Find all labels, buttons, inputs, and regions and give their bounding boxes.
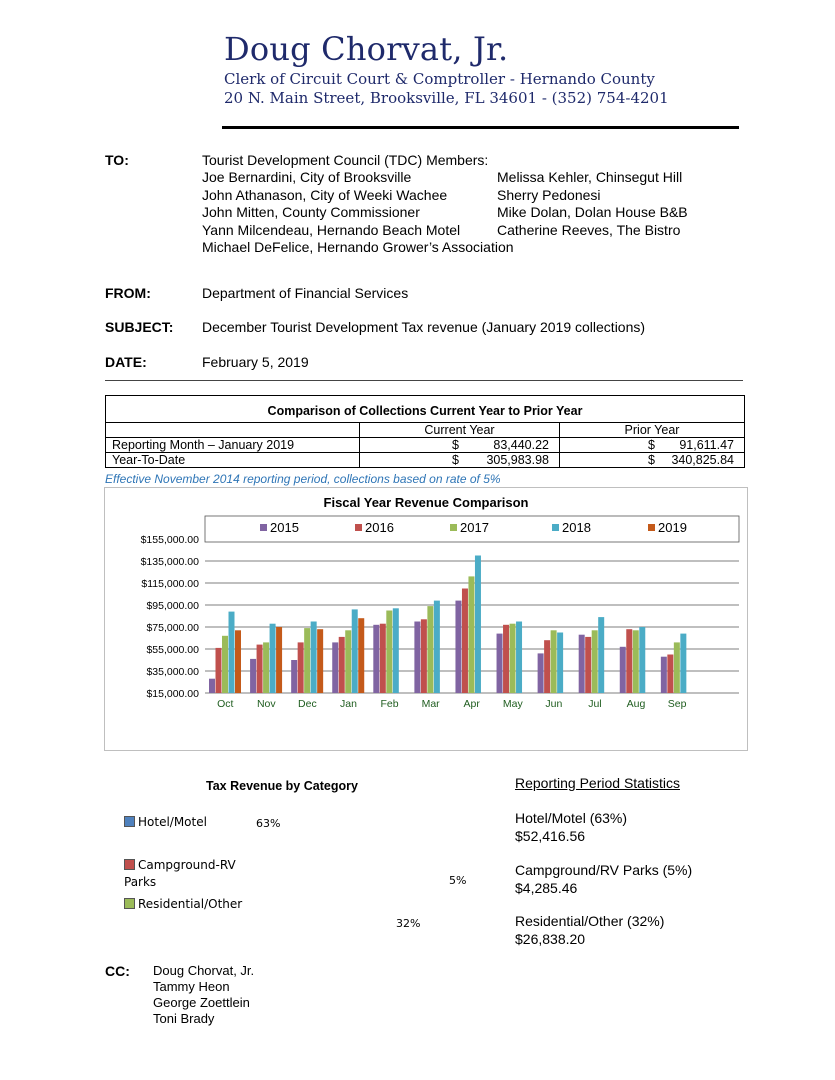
- bar-2016-aug: [626, 629, 632, 693]
- bar-2017-mar: [427, 606, 433, 693]
- bar-2019-oct: [235, 630, 241, 693]
- bar-2016-may: [503, 625, 509, 693]
- y-tick-label: $75,000.00: [146, 622, 199, 634]
- prior-value: 340,825.84: [671, 453, 734, 467]
- bar-2018-jan: [352, 609, 358, 693]
- bar-2015-feb: [373, 625, 379, 693]
- col-current-header: Current Year: [360, 423, 560, 438]
- legend-swatch-2016: [355, 524, 362, 531]
- bar-2015-jul: [579, 635, 585, 693]
- fiscal-year-chart-box: [104, 487, 748, 751]
- cc-name: Tammy Heon: [153, 979, 230, 994]
- bar-2016-sep: [667, 655, 673, 694]
- y-tick-label: $55,000.00: [146, 644, 199, 656]
- x-tick-label: Dec: [298, 698, 317, 710]
- member: John Mitten, County Commissioner: [202, 204, 420, 220]
- member: Yann Milcendeau, Hernando Beach Motel: [202, 221, 461, 238]
- x-tick-label: Apr: [463, 698, 480, 710]
- stats-heading: Reporting Period Statistics: [515, 775, 680, 791]
- bar-2018-nov: [270, 624, 276, 693]
- stat-value: $4,285.46: [515, 879, 578, 896]
- col-prior-header: Prior Year: [560, 423, 745, 438]
- y-tick-label: $15,000.00: [146, 688, 199, 700]
- bar-2016-jun: [544, 640, 550, 693]
- legend-label: Campground-RV Parks: [124, 858, 236, 889]
- bar-2018-oct: [229, 612, 235, 693]
- member: John Athanason, City of Weeki Wachee: [202, 186, 448, 203]
- x-tick-label: Jun: [545, 698, 563, 710]
- y-tick-label: $115,000.00: [141, 578, 199, 590]
- member: Sherry Pedonesi: [497, 186, 601, 203]
- to-label: TO:: [105, 152, 129, 168]
- current-cell: [360, 438, 560, 453]
- y-tick-label: $95,000.00: [146, 600, 199, 612]
- bar-2015-may: [497, 634, 503, 693]
- x-tick-label: Nov: [256, 698, 276, 710]
- stat-label: Residential/Other (32%): [515, 913, 665, 929]
- legend-swatch-2017: [450, 524, 457, 531]
- legend-swatch-2015: [260, 524, 267, 531]
- pie-data-label: 63%: [256, 817, 281, 830]
- legend-label-2019: 2019: [658, 520, 687, 535]
- bar-2018-jun: [557, 633, 563, 694]
- bar-2017-jul: [592, 630, 598, 693]
- legend-label: Hotel/Motel: [138, 815, 207, 829]
- bar-2017-dec: [304, 628, 310, 693]
- bar-2015-nov: [250, 659, 256, 693]
- bar-2016-jul: [585, 637, 591, 693]
- bar-2018-may: [516, 622, 522, 694]
- bar-2019-nov: [276, 627, 282, 693]
- legend-swatch: [124, 898, 135, 909]
- subject-label: SUBJECT:: [105, 319, 174, 335]
- bar-2017-apr: [468, 576, 474, 693]
- letterhead-address: 20 N. Main Street, Brooksville, FL 34601 - (352) 754-4201: [224, 89, 669, 107]
- comparison-table: [105, 395, 745, 468]
- bar-2015-jan: [332, 642, 338, 693]
- table-row: [106, 438, 745, 453]
- bar-2018-dec: [311, 622, 317, 694]
- bar-2016-jan: [339, 637, 345, 693]
- stat-label: Hotel/Motel (63%): [515, 810, 628, 826]
- bar-2016-oct: [216, 648, 222, 693]
- x-tick-label: Oct: [217, 698, 234, 710]
- letterhead-rule: [222, 126, 739, 129]
- bar-2017-aug: [633, 630, 639, 693]
- member: Joe Bernardini, City of Brooksville: [202, 169, 412, 185]
- bar-2019-dec: [317, 629, 323, 693]
- cc-list: [153, 963, 254, 1027]
- fiscal-year-chart: [105, 488, 747, 750]
- bar-2016-feb: [380, 624, 386, 693]
- cc-name: George Zoettlein: [153, 995, 250, 1010]
- pie-data-label: 32%: [396, 917, 421, 930]
- current-value: 305,983.98: [486, 453, 549, 467]
- legend-swatch: [124, 859, 135, 870]
- legend-label-2018: 2018: [562, 520, 591, 535]
- bar-2015-sep: [661, 657, 667, 693]
- legend-hotel: [124, 815, 207, 829]
- table-row: [106, 453, 745, 468]
- row-label: Year-To-Date: [106, 453, 360, 468]
- chart-title: Fiscal Year Revenue Comparison: [323, 495, 529, 510]
- member: Melissa Kehler, Chinsegut Hill: [497, 169, 683, 185]
- bar-2016-dec: [298, 642, 304, 693]
- legend-label-2017: 2017: [460, 520, 489, 535]
- x-tick-label: Feb: [380, 698, 399, 710]
- bar-2017-nov: [263, 642, 269, 693]
- x-tick-label: Jan: [340, 698, 357, 710]
- member: Michael DeFelice, Hernando Grower’s Association: [202, 239, 514, 255]
- letterhead-title: Clerk of Circuit Court & Comptroller - Hernando County: [224, 70, 655, 88]
- legend-swatch-2018: [552, 524, 559, 531]
- bar-2015-mar: [414, 622, 420, 694]
- bar-2018-jul: [598, 617, 604, 693]
- memo-divider: [105, 380, 743, 381]
- member: Mike Dolan, Dolan House B&B: [497, 204, 688, 220]
- date-value: February 5, 2019: [202, 354, 309, 370]
- x-tick-label: Aug: [626, 698, 646, 710]
- x-tick-label: Jul: [588, 698, 602, 710]
- bar-2015-oct: [209, 679, 215, 693]
- prior-value: 91,611.47: [679, 438, 734, 452]
- stat-value: $26,838.20: [515, 930, 586, 947]
- prior-cell: [560, 438, 745, 453]
- stat-campground: [515, 862, 692, 897]
- x-tick-label: Mar: [421, 698, 440, 710]
- stat-label: Campground/RV Parks (5%): [515, 862, 693, 878]
- members-right-column: [497, 169, 688, 239]
- from-value: Department of Financial Services: [202, 285, 409, 301]
- current-cell: [360, 453, 560, 468]
- legend-residential: [124, 897, 242, 911]
- y-tick-label: $135,000.00: [140, 556, 199, 568]
- date-label: DATE:: [105, 354, 147, 370]
- currency-symbol: $: [452, 453, 459, 467]
- bar-2017-jun: [551, 630, 557, 693]
- bar-2016-apr: [462, 589, 468, 694]
- legend-label-2015: 2015: [270, 520, 299, 535]
- cc-name: Toni Brady: [153, 1011, 215, 1026]
- prior-cell: [560, 453, 745, 468]
- cc-name: Doug Chorvat, Jr.: [153, 963, 255, 978]
- bar-2019-jan: [358, 618, 364, 693]
- y-tick-label: $35,000.00: [146, 666, 199, 678]
- pie-data-label: 5%: [449, 874, 467, 887]
- bar-2017-jan: [345, 630, 351, 693]
- bar-2018-aug: [639, 627, 645, 693]
- bar-2017-sep: [674, 642, 680, 693]
- stat-value: $52,416.56: [515, 827, 586, 844]
- bar-2015-dec: [291, 660, 297, 693]
- bar-2017-may: [510, 624, 516, 693]
- legend-swatch-2019: [648, 524, 655, 531]
- x-tick-label: May: [502, 698, 523, 710]
- bar-2015-apr: [455, 601, 461, 693]
- y-tick-label: $155,000.00: [140, 534, 199, 546]
- legend-label: Residential/Other: [138, 897, 243, 911]
- bar-2015-aug: [620, 647, 626, 693]
- category-chart-title: Tax Revenue by Category: [206, 779, 358, 793]
- currency-symbol: $: [452, 438, 459, 452]
- bar-2017-oct: [222, 636, 228, 693]
- letterhead-name: Doug Chorvat, Jr.: [224, 30, 509, 68]
- rate-note: Effective November 2014 reporting period, collections based on rate of 5%: [105, 472, 501, 486]
- stat-residential: [515, 913, 664, 948]
- current-value: 83,440.22: [493, 438, 549, 452]
- currency-symbol: $: [648, 453, 655, 467]
- bar-2018-feb: [393, 608, 399, 693]
- bar-2017-feb: [386, 611, 392, 694]
- comparison-title: Comparison of Collections Current Year to Prior Year: [106, 396, 745, 423]
- from-label: FROM:: [105, 285, 151, 301]
- row-label: Reporting Month – January 2019: [106, 438, 360, 453]
- bar-2018-sep: [680, 634, 686, 693]
- subject-value: December Tourist Development Tax revenue (January 2019 collections): [202, 319, 646, 335]
- currency-symbol: $: [648, 438, 655, 452]
- to-intro: Tourist Development Council (TDC) Members:: [202, 152, 489, 168]
- cc-label: CC:: [105, 963, 130, 979]
- bar-2018-apr: [475, 556, 481, 694]
- bar-2018-mar: [434, 601, 440, 693]
- header-blank-cell: [106, 423, 360, 438]
- bar-2016-nov: [257, 645, 263, 693]
- bar-2016-mar: [421, 619, 427, 693]
- stat-hotel: [515, 810, 627, 845]
- members-left-column: [202, 169, 514, 257]
- legend-swatch: [124, 816, 135, 827]
- legend-label-2016: 2016: [365, 520, 394, 535]
- legend-campground: [124, 857, 254, 891]
- bar-2015-jun: [538, 653, 544, 693]
- member: Catherine Reeves, The Bistro: [497, 221, 681, 238]
- x-tick-label: Sep: [667, 698, 687, 710]
